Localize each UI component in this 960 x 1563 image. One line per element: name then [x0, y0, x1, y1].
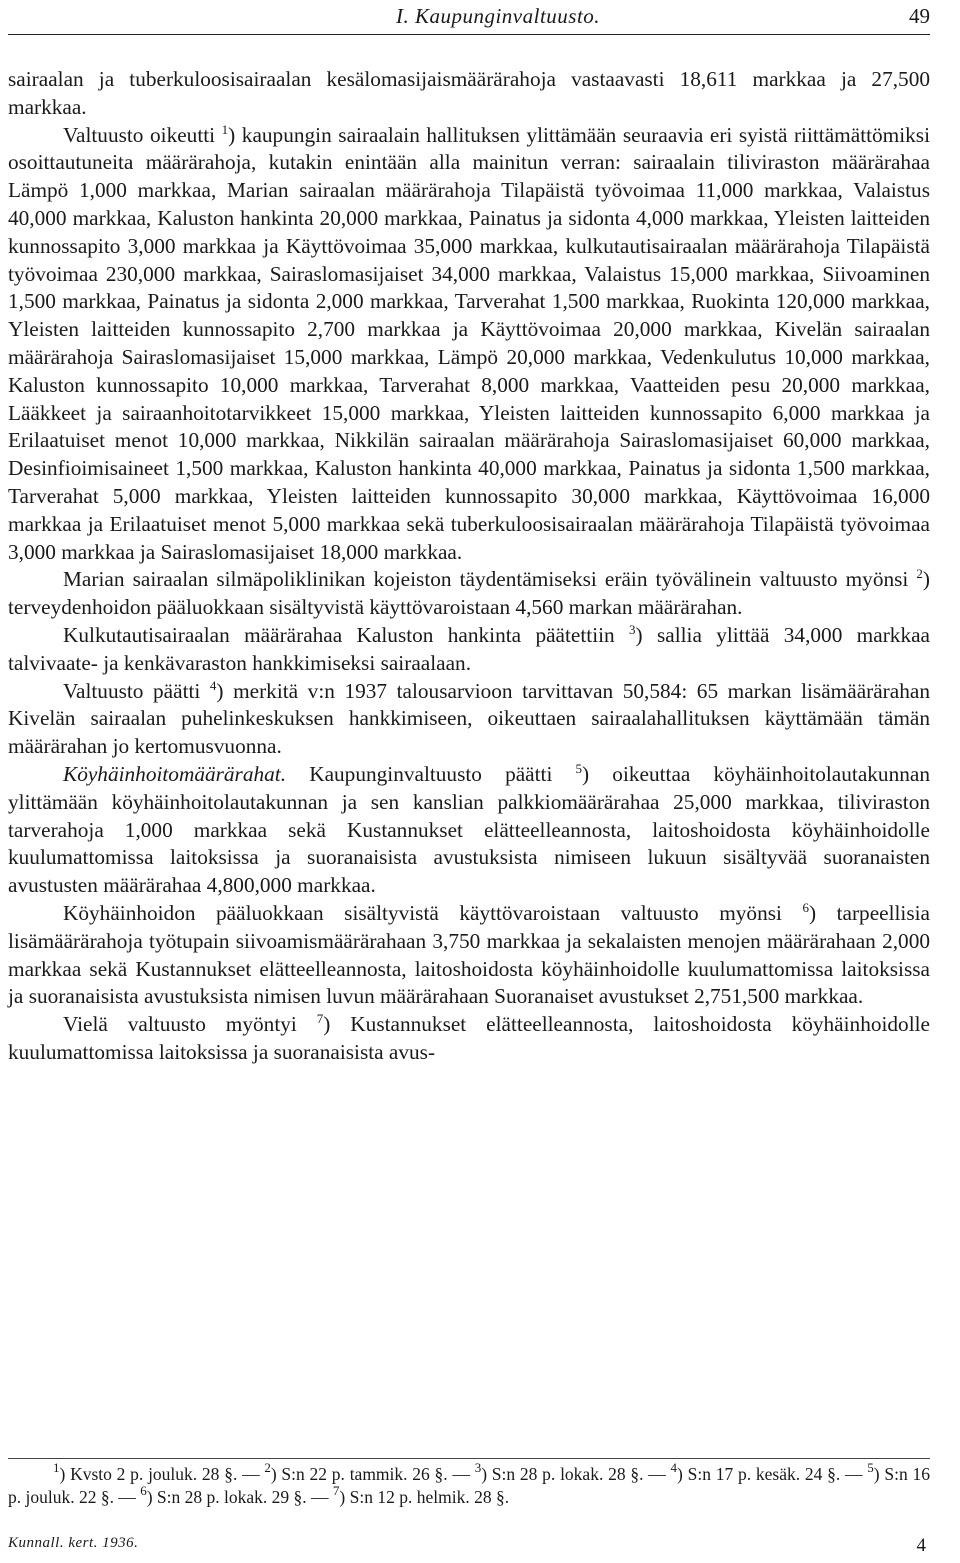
text-run: ) tarpeellisia lisämäärärahoja työtupain siivoamismäärärahaan 3,750 markkaa ja sekalaisten menojen määrärahaan 2,000 markkaa sekä Kustannukset elätteelleannosta, laitoshoidosta köyhäinhoidolle kuulumattomissa laitoksissa ja suoranaisista avustuksista nimisen luvun määrärahaan Suoranaiset avustukset 2,751,500 markkaa.: [8, 900, 931, 1009]
page-header: [8, 4, 930, 35]
footnote-marker: 1: [53, 1460, 60, 1475]
text-run: ) S:n 16 p. jouluk. 22 §. —: [8, 1464, 930, 1507]
text-run: Kulkutautisairaalan määrärahaa Kaluston hankinta päätettiin: [63, 622, 630, 647]
section-heading: Köyhäinhoitomäärärahat.: [63, 761, 287, 786]
footnote-marker: 7: [316, 1011, 324, 1027]
paragraph-p7: [8, 900, 930, 1011]
paragraph-p6: [8, 761, 930, 900]
page-footer: [8, 1535, 930, 1561]
text-run: ) Kustannukset elätteelleannosta, laitoshoidosta köyhäinhoidolle kuulumattomissa laitoksissa ja suoranaisista avus-: [8, 1012, 930, 1064]
footnote-marker: 6: [802, 899, 809, 915]
text-run: ) merkitä v:n 1937 talousarvioon tarvittavan 50,584: 65 markan lisämäärärahan Kivelän sairaalan puhelinkeskuksen hankkimiseen, oikeuttaen sairaalahallituksen käyttämään tämän määrärahan jo kertomusvuonna.: [8, 678, 930, 759]
paragraph-p4: [8, 622, 930, 678]
text-run: ) oikeuttaa köyhäinhoitolautakunnan ylittämään köyhäinhoitolautakunnan ja sen kanslian palkkiomäärärahaa 25,000 markkaa, tiliviraston tarverahoja 1,000 markkaa sekä Kustannukset elätteelleannosta, laitoshoidosta köyhäinhoidolle kuulumattomissa laitoksissa ja suoranaisista avustuksista nimiseen lukuun sisältyvää suoranaisten avustusten määrärahaa 4,800,000 markkaa.: [8, 761, 930, 898]
footnote-marker: 1: [221, 121, 229, 137]
footnote-marker: 3: [474, 1460, 482, 1475]
paragraph-p2: [8, 122, 930, 567]
text-run: ) S:n 28 p. lokak. 29 §. —: [146, 1486, 333, 1507]
paragraph-p8: [8, 1011, 930, 1067]
footer-signature: Kunnall. kert. 1936.: [8, 1535, 139, 1551]
footnote-marker: 2: [916, 566, 923, 582]
text-run: ) S:n 28 p. lokak. 28 §. —: [481, 1464, 671, 1484]
text-run: Kaupunginvaltuusto päätti: [286, 761, 576, 786]
text-run: ) S:n 17 p. kesäk. 24 §. —: [677, 1464, 868, 1484]
text-run: sairaalan ja tuberkuloosisairaalan kesälomasijaismäärärahoja vastaavasti 18,611 markkaa ja 27,500 markkaa.: [8, 67, 930, 119]
footnote-marker: 5: [867, 1460, 874, 1475]
text-run: Vielä valtuusto myöntyi: [63, 1012, 317, 1037]
footnote-fn1: [8, 1460, 930, 1508]
footnotes: [8, 1458, 930, 1508]
text-run: ) Kvsto 2 p. jouluk. 28 §. —: [59, 1464, 265, 1484]
footnote-marker: 4: [670, 1460, 678, 1475]
text-run: Valtuusto oikeutti: [63, 122, 222, 147]
text-run: ) sallia ylittää 34,000 markkaa talvivaate- ja kenkävaraston hankkimiseksi sairaalaan.: [8, 622, 930, 675]
footnote-marker: 4: [209, 677, 217, 693]
text-run: Valtuusto päätti: [63, 678, 210, 703]
text-run: Köyhäinhoidon pääluokkaan sisältyvistä käyttövaroistaan valtuusto myönsi: [63, 900, 803, 925]
signature-mark: 4: [916, 1535, 926, 1556]
paragraph-p3: [8, 566, 930, 622]
page-number: 49: [909, 4, 930, 28]
footnote-marker: 3: [629, 621, 636, 637]
body-text: [8, 66, 930, 1067]
paragraph-p5: [8, 678, 930, 761]
footnote-marker: 6: [140, 1482, 147, 1498]
text-run: ) S:n 22 p. tammik. 26 §. —: [270, 1464, 475, 1484]
text-run: Marian sairaalan silmäpoliklinikan kojeiston täydentämiseksi eräin työvälinein valtuusto myönsi: [63, 567, 917, 592]
footnote-marker: 2: [264, 1460, 271, 1475]
document-page: [8, 0, 930, 1563]
footnote-marker: 7: [332, 1482, 340, 1498]
running-title: I. Kaupunginvaltuusto.: [395, 4, 601, 28]
text-run: ) kaupungin sairaalain hallituksen ylittämään seuraavia eri syistä riittämättömiksi osoittautuneita määrärahoja, kutakin enintään alla mainitun verran: sairaalain tiliviraston määrärahaa Lämpö 1,000 markkaa, Marian sairaalan määrärahoja Tilapäistä työvoimaa 11,000 markkaa, Valaistus 40,000 markkaa, Kaluston hankinta 20,000 markkaa, Painatus ja sidonta 4,000 markkaa, Yleisten laitteiden kunnossapito 3,000 markkaa ja Käyttövoimaa 35,000 markkaa, kulkutautisairaalan määrärahoja Tilapäistä työvoimaa 230,000 markkaa, Sairaslomasijaiset 34,000 markkaa, Valaistus 15,000 markkaa, Siivoaminen 1,500 markkaa, Painatus ja sidonta 2,000 markkaa, Tarverahat 1,500 markkaa, Ruokinta 120,000 markkaa, Yleisten laitteiden kunnossapito 2,700 markkaa ja Käyttövoimaa 20,000 markkaa, Kivelän sairaalan määrärahoja Sairaslomasijaiset 15,000 markkaa, Lämpö 20,000 markkaa, Vedenkulutus 10,000 markkaa, Kaluston kunnossapito 10,000 markkaa, Tarverahat 8,000 markkaa, Vaatteiden pesu 20,000 markkaa, Lääkkeet ja sairaanhoitotarvikkeet 15,000 markkaa, Yleisten laitteiden kunnossapito 6,000 markkaa ja Erilaatuiset menot 10,000 markkaa, Nikkilän sairaalan määrärahoja Sairaslomasijaiset 60,000 markkaa, Desinfioimisaineet 1,500 markkaa, Kaluston hankinta 40,000 markkaa, Painatus ja sidonta 1,500 markkaa, Tarverahat 5,000 markkaa, Yleisten laitteiden kunnossapito 30,000 markkaa, Käyttövoimaa 16,000 markkaa ja Erilaatuiset menot 5,000 markkaa sekä tuberkuloosisairaalan määrärahoja Tilapäistä työvoimaa 3,000 markkaa ja Sairaslomasijaiset 18,000 markkaa.: [8, 122, 931, 564]
footnote-marker: 5: [575, 760, 583, 776]
paragraph-p1: [8, 66, 930, 122]
text-run: ) S:n 12 p. helmik. 28 §.: [339, 1486, 510, 1507]
text-run: ) terveydenhoidon pääluokkaan sisältyvistä käyttövaroistaan 4,560 markan määrärahan.: [8, 567, 930, 620]
